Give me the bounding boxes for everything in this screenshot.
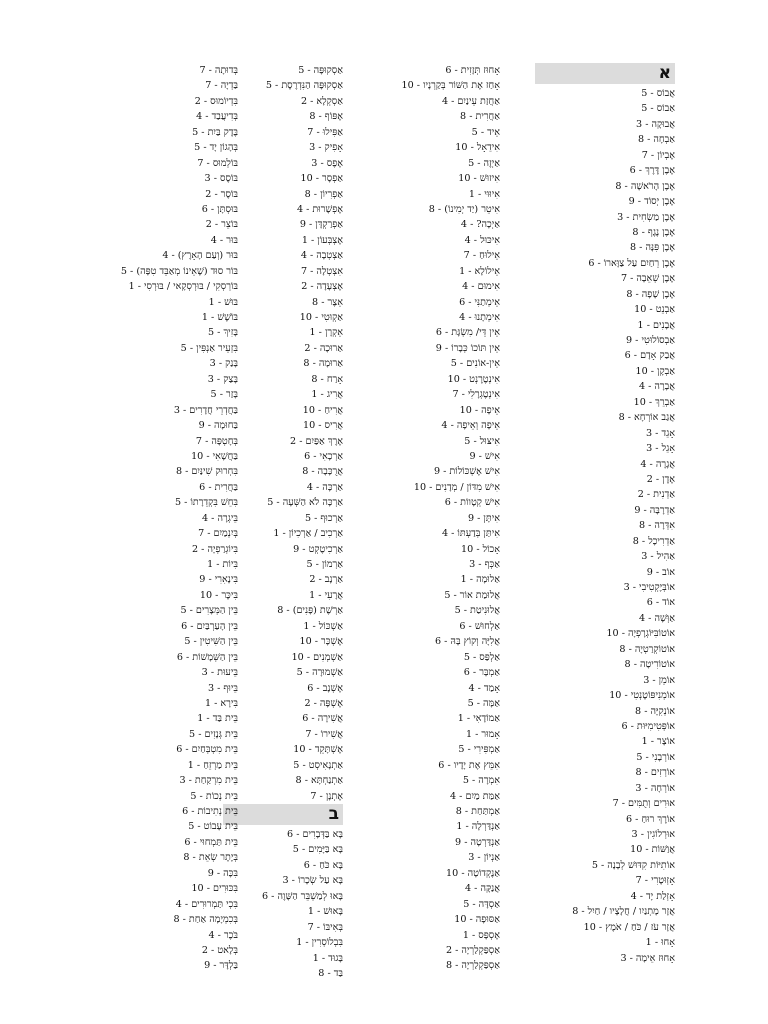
list-item: אַסּוּפָה - 10 [454, 914, 500, 926]
list-item: אוֹצָר - 1 [641, 736, 675, 748]
list-item: אַשְׁכּוֹל - 1 [303, 620, 343, 632]
list-item: אוֹרְחָה - 3 [635, 782, 675, 794]
list-item: בּוֹשֶׁשׁ - 1 [201, 312, 238, 323]
list-item: בִּכָּה - 9 [207, 867, 238, 879]
list-item: בָּאוּשׁ - 1 [307, 906, 343, 918]
list-item: אַמָּה - 5 [467, 697, 500, 709]
list-item: בִּיכֶּר - 10 [199, 589, 238, 601]
list-item: אַחֲרִית - 8 [460, 111, 500, 123]
list-item: אֶשְׁכָּר - 10 [299, 636, 343, 648]
list-item: אוֹנְקִיָּה - 8 [635, 705, 675, 717]
list-item: בֵּית גְּנָזִים - 5 [189, 728, 238, 740]
list-item: בֹּכֶר - 4 [208, 929, 238, 941]
list-item: אֲזָר מָתְנַיִו / חֲלָצָיו / חַיִל - 8 [572, 906, 675, 918]
list-item: אַלוּמָה - 1 [460, 574, 500, 586]
list-item: אֲבַק אָדָם - 6 [624, 350, 675, 362]
list-item: בֵּית מַרְזֵחַ - 1 [187, 759, 238, 771]
list-item: אַסְפַּקְלַרְיָה - 2 [445, 944, 500, 956]
list-item: אַנְיוֹן - 3 [468, 852, 500, 864]
list-item: בְּאִיבּוֹ - 7 [307, 921, 343, 933]
list-item: אֲלִיָּה וְקוֹץ בָּהּ - 6 [434, 636, 500, 648]
list-item: אַמְבָּר - 6 [463, 667, 500, 679]
list-item: בֵּית נְכוֹת - 5 [190, 790, 238, 802]
list-item: אַדְרִיכָל - 8 [632, 535, 675, 547]
list-item: אֶבֶן רֵחַיִם עַל צַוָּארוֹ - 6 [588, 257, 675, 269]
list-item: אוֹרְבָנִי - 5 [636, 751, 675, 763]
list-item: בּוֹסֶס - 3 [204, 173, 238, 185]
list-item: אֶבֶן דֶּרֶךְ - 6 [629, 165, 675, 177]
list-item: בָּנַק - 3 [209, 358, 238, 370]
list-item: אַדְנִית - 2 [637, 489, 675, 501]
list-item: אֲזָר עֹז / כֹּחַ / אֹמֶץ - 10 [583, 921, 675, 933]
list-item: אוֹמֵן - 3 [643, 674, 675, 686]
list-item: אָמַד - 4 [468, 682, 500, 694]
list-item: אֲבוֹס - 5 [641, 88, 675, 99]
list-item: אֶתְנָן - 7 [310, 790, 343, 802]
list-item: בְּהָגוֹן יָד - 5 [194, 142, 238, 154]
list-item: אִיוּוּי - 1 [468, 188, 500, 200]
list-item: בּוֹסֶר - 2 [205, 188, 238, 200]
list-item: בְּכִמְיָמָה אַחַת - 8 [173, 914, 238, 926]
column-3 [223, 63, 343, 981]
list-item: בּוּסְתָּן - 6 [201, 203, 238, 215]
list-item: בָּאוּ לְמַשְׁבֵּר הַשָּׁוֶה - 6 [262, 890, 343, 902]
list-item: אֲגָרָה - 4 [640, 458, 675, 470]
list-item: אַרְמוֹן - 5 [306, 559, 343, 570]
list-item: אַרוּמָה - 8 [303, 358, 343, 370]
list-item: אֶבֶן שְׁאֵבָה - 7 [620, 273, 675, 285]
list-item: אַמְפִּירִי - 5 [458, 744, 500, 756]
list-item: אַפִּילוּ - 7 [307, 126, 343, 138]
list-item: אָפִיק - 3 [309, 142, 343, 154]
list-item: אַמַּת מַיִם - 4 [450, 790, 500, 802]
list-item: אַסְקוּפָּה - 5 [298, 65, 343, 76]
list-item: אַבְסוֹלוּטִי - 9 [626, 335, 675, 346]
list-item: אִינְטֶרֶנְט - 10 [447, 373, 500, 385]
list-item: אֵצֶר - 8 [312, 296, 343, 308]
list-item: אַשְׁמְנִים - 10 [291, 651, 343, 663]
list-item: בָּצַק - 3 [207, 373, 238, 385]
list-item: אוּרְלוֹגִין - 3 [631, 829, 675, 840]
list-item: בֶּדֶק בַּיִת - 5 [192, 126, 238, 138]
list-item: אֶבְיוֹן - 7 [641, 149, 675, 161]
list-item: אִישׁ מִדּוֹן / מְדָנִים - 10 [413, 481, 500, 493]
list-item: אִמֵּץ אֶת יָדָיו - 6 [438, 759, 500, 771]
list-item: אַפְרִיוֹן - 8 [304, 188, 343, 200]
list-item: אֲלוּמַת אוֹר - 5 [444, 589, 500, 601]
list-item: בִּחֵשׁ בִּקְדֵרָתוֹ - 5 [175, 497, 238, 509]
list-item: אֵימְתַנִּי - 6 [459, 296, 500, 308]
list-item: בֵּית מִרְקַחַת - 3 [179, 775, 238, 787]
list-item: בָּא בַּדְּבָרִים - 6 [287, 829, 343, 840]
list-item: אֶצְבְּעוֹן - 1 [301, 234, 343, 246]
list-item: אִיתַּן בְּדַעְתּוֹ - 4 [441, 528, 500, 540]
list-item: בּוּר - 4 [210, 234, 238, 246]
list-item: בֵּית בַּד - 1 [197, 713, 238, 725]
list-item: אַבְחָה - 8 [637, 134, 675, 146]
list-item: אִישׁ - 9 [469, 450, 500, 462]
list-item: אַקְוּטִי - 10 [299, 312, 343, 323]
list-item: אוֹטוֹקְרַטְיָה - 8 [619, 643, 675, 655]
list-item: אִימוּם - 4 [462, 281, 500, 293]
list-item: בְּחָטְפָּה - 7 [195, 435, 238, 447]
list-item: בַּחוּמָה - 9 [198, 420, 238, 432]
list-item: אַרְכוּף - 5 [304, 512, 343, 524]
list-item: בָּזַר - 5 [210, 389, 238, 401]
list-item: אִצְטְלָה - 7 [300, 265, 343, 277]
list-item: אָחוּז תְּזָזִית - 6 [445, 65, 500, 76]
list-item: בְּדוּתָה - 7 [199, 65, 238, 76]
list-item: אַהִיל - 3 [641, 551, 675, 563]
list-item: בּוֹלְמוּס - 7 [197, 157, 238, 169]
list-item: אֶבֶן הָרֹאשָׁה - 8 [615, 180, 675, 192]
list-item: בָּא בַּיָּמִים - 5 [292, 844, 343, 856]
list-item: אוֹפְּטִימִיּוּת - 6 [621, 720, 675, 732]
list-item: אַבוֹס - 5 [641, 103, 675, 115]
list-item: אוֹמְנִיפּוֹטֶנְטִי - 10 [609, 690, 675, 702]
list-item: אִיטֵר (יַד יְמִינוֹ) - 8 [428, 203, 500, 215]
list-item: אֶסְפָּס - 1 [462, 929, 500, 941]
list-item: אוּרִים וְתֻמִּים - 7 [612, 798, 675, 810]
list-item: אָחוּז אֵימָה - 3 [620, 952, 675, 964]
list-item: אִדְּרָה - 8 [638, 520, 675, 532]
list-item: בֵּין הַשִּׁיטִין - 5 [184, 636, 238, 648]
column-4 [88, 63, 238, 974]
list-item: אֵיד - 5 [471, 126, 500, 138]
list-item: אוֹד - 6 [646, 597, 675, 609]
list-item: אֶבֶן שָׁפָה - 8 [626, 288, 675, 300]
list-item: אֶשְׁתָּקֵד - 10 [293, 744, 343, 756]
list-item: אַסְקוּפָּה הַנִּדְרֶסֶת - 5 [265, 80, 343, 92]
list-item: אַסְדָּה - 5 [463, 898, 500, 910]
list-item: אַבְרֵךְ - 10 [633, 396, 675, 408]
list-item: אֶפְשָׁרוּת - 4 [296, 203, 343, 215]
list-item: אֵין-אוֹנִים - 5 [450, 358, 500, 370]
list-item: אִיצּוּל - 5 [464, 435, 500, 447]
list-item: בְּיִנְמַיִם - 7 [198, 528, 238, 540]
list-item: בִּינָאִרִי - 9 [199, 574, 238, 586]
list-item: אֶפֶס - 3 [311, 157, 343, 169]
list-item: אוֹטוֹבִּיּוֹגְרָפְיָה - 10 [606, 628, 675, 640]
list-item: אֲבָרָה - 4 [638, 381, 675, 393]
list-item: אֲרִיחַ - 10 [302, 404, 343, 416]
list-item: אַסְפַּקְלַרְיָה - 8 [445, 960, 500, 972]
list-item: אֶשְׁפָּה - 2 [304, 697, 343, 709]
list-item: בִּבְלוֹסְרִין - 1 [296, 937, 343, 949]
list-item: אָגֵד - 3 [646, 427, 675, 439]
list-item: בְּלָאט - 2 [201, 944, 238, 956]
list-item: אֵיפָה וְאֵיפָה - 4 [441, 420, 500, 432]
list-item: אִיכּוּל - 4 [464, 234, 500, 246]
list-item: אַתְנָאִיסְט - 5 [293, 759, 343, 771]
list-item: אֲשִׁירָה - 6 [302, 713, 343, 725]
list-item: אַרְכָּה לֹא הַשְּׁעָה - 5 [267, 497, 343, 509]
list-item: אַנֶקְדוֹטָה - 10 [446, 867, 500, 879]
list-item: אֲרִיס - 10 [302, 420, 343, 432]
list-item: אֲוַשּׁוֹת - 10 [630, 844, 675, 856]
list-item: בִּדְיוֹמוּס - 2 [194, 95, 238, 107]
list-item: אַבְקָן - 10 [635, 365, 675, 377]
list-item: אֶבֶן נֶגֶף - 8 [632, 226, 675, 238]
list-item: אַכְּף - 3 [469, 559, 500, 570]
list-item: אֵילוֹלָא - 1 [459, 265, 500, 277]
list-item: אַסְקְלָא - 2 [300, 95, 343, 107]
list-item: אַרְכִיב / אַרְכִיוֹן - 1 [273, 528, 343, 540]
list-item: אֲנַקָּה - 4 [465, 883, 500, 895]
list-item: אִמְרָה - 5 [462, 775, 500, 787]
list-item: בֵּיוּף - 3 [207, 682, 238, 694]
list-item: אַפְסָר - 10 [300, 173, 343, 185]
list-item: אַוְּשָׁה - 4 [639, 612, 675, 624]
list-item: אֲרָעִי - 1 [309, 589, 343, 601]
list-item: בִּכּוּרִים - 10 [191, 883, 238, 895]
list-item: אֲלוּנִיטַת - 5 [454, 605, 500, 617]
list-item: בַּלְדָּר - 9 [204, 960, 238, 972]
list-item: בֵּיעוּת - 3 [201, 667, 238, 679]
list-item: אַרְכָאִי - 6 [304, 450, 343, 462]
list-item: אָרַח - 8 [311, 373, 343, 385]
list-item: אַרְנָב - 2 [309, 574, 343, 586]
list-item: בָּזִיךְ - 5 [208, 327, 238, 339]
list-item: בַּחֲשָׁאִי - 10 [191, 450, 238, 462]
list-item: אִיתָּן - 9 [467, 512, 500, 524]
section-header: ב [223, 804, 343, 825]
section-header: א [535, 63, 675, 84]
list-item: אוֹתִיּוֹת קִדּוּשׁ לְבָנָה - 5 [591, 859, 675, 871]
list-item: אֵין תּוֹכוֹ כְּבָרוֹ - 9 [435, 342, 500, 354]
list-item: אֲבוּקָה - 3 [636, 118, 675, 130]
list-item: אַנְדַּרְטָה - 9 [455, 836, 500, 848]
list-item: אֲגַב אוֹרְחָא - 8 [618, 412, 675, 424]
list-item: בַּחֲרִית - 6 [199, 481, 238, 493]
list-item: בָּא כֹּחַ - 6 [303, 859, 343, 871]
list-item: בּוֹר סוּד (שֶׁאֵינוֹ מְאַבֵּד טִפָּה) - 5 [120, 265, 238, 277]
list-item: בֵּית נְתִיבוֹת - 6 [182, 806, 238, 817]
list-item: אַפְרַקְדָּן - 9 [299, 219, 343, 231]
list-item: אִיזוּשׁ - 10 [458, 173, 500, 185]
list-item: בֵּין הַמְּצָרִים - 5 [180, 605, 238, 617]
list-item: אָחוּ - 1 [645, 937, 675, 949]
list-item: אֲרֻכָּבָה - 8 [302, 466, 343, 478]
list-item: אֵין דֵּי/ מִשְׂגָּת - 6 [435, 327, 500, 339]
list-item: אֶפּוֹף - 8 [309, 111, 343, 123]
list-item: בֵּין הָעַרְבַּיִם - 6 [181, 620, 238, 632]
list-item: אַיְזֶה - 5 [468, 157, 500, 169]
list-item: אַיְכָה? - 4 [460, 219, 500, 231]
list-item: אִישׁ אֶשְׁכּוֹלוֹת - 9 [433, 466, 500, 478]
list-item: בּוֹצֵר - 2 [205, 219, 238, 231]
list-item: בְּדִיעֲבַד - 4 [196, 111, 238, 123]
list-item: אַתְנַחְתָּא - 8 [295, 775, 343, 787]
list-item: בֵּין הַשְּׁמָשׁוֹת - 6 [176, 651, 238, 663]
list-item: אֶרֶךְ אַפַּיִם - 2 [290, 435, 343, 447]
list-item: אֲשִׁירוֹ - 7 [305, 728, 343, 740]
list-item: אַצְטְבָה - 4 [300, 250, 343, 262]
list-item: בִּירָא - 1 [204, 697, 238, 709]
list-item: אֵיפָה - 10 [459, 404, 500, 416]
list-item: בִּיוֹגְרַפְיָה - 2 [192, 543, 238, 555]
list-item: אֲרִיג - 1 [311, 389, 343, 401]
list-item: אַלְחוּשׁ - 6 [459, 620, 500, 632]
list-item: אַלְפַּס - 5 [463, 651, 500, 663]
list-item: אִינְטֶגְרָלִי - 7 [452, 389, 500, 401]
list-item: אֶשְׁנָב - 6 [307, 682, 343, 694]
list-item: אָזְלַת יָד - 4 [630, 890, 675, 902]
list-item: אַרְכִיטֶקְט - 9 [293, 543, 343, 555]
list-item: בֵּית מִטְבְּחַיִם - 6 [176, 744, 238, 756]
list-item: אוֹרֶךְ רוּחַ - 6 [626, 813, 675, 825]
list-item: אֶבֶן פִּנָּה - 8 [630, 242, 675, 254]
list-item: אַרוּכָה - 2 [304, 342, 343, 354]
list-item: אַרְשֶׁת (פָּנִים) - 8 [277, 605, 343, 617]
list-item: אָגֵל - 3 [646, 443, 675, 455]
list-item: בָּגוּד - 1 [312, 952, 343, 964]
list-item: בִּזְעֵיר אַנְפִּין - 5 [180, 342, 238, 354]
list-item: בַּד - 8 [318, 967, 343, 979]
list-item: בִּיוֹת - 1 [207, 559, 238, 570]
list-item: אַנְדַּרְלָה - 1 [456, 821, 500, 833]
list-item: אַבְנֵט - 10 [634, 304, 675, 316]
list-item: אָכוֹל - 10 [461, 543, 500, 555]
list-item: בִּחְרוּק שִׁינַּיִם - 8 [175, 466, 238, 478]
list-item: אִידֵאָל - 10 [455, 142, 500, 154]
list-item: אֶבֶן יְסוֹד - 9 [628, 196, 675, 208]
list-item: אוֹבְּיֶקְטִיבִי - 3 [623, 582, 675, 593]
list-item: אֶבֶן מַשְׂחִית - 3 [617, 211, 675, 223]
list-item: אַמְתַּחַת - 8 [455, 806, 500, 817]
list-item: אוֹב - 9 [646, 566, 675, 578]
list-item: בָּא עַל שְׂכָרוֹ - 3 [282, 875, 343, 887]
list-item: אַחֲזַת עֵינַיִם - 4 [441, 95, 500, 107]
list-item: אָחַז אֶת הַשּׁוֹר בְּקַרְנָיו - 10 [401, 80, 500, 92]
list-item: אִימְתָנוּ - 4 [459, 312, 500, 323]
list-item: אֲבָנִים - 1 [637, 319, 675, 331]
list-item: אוֹרְזִים - 8 [635, 767, 675, 779]
list-item: בְּיֶתֶר שְׂאֵת - 8 [183, 852, 238, 864]
column-1 [535, 63, 675, 966]
list-item: בּוּשׁ - 1 [208, 296, 238, 308]
list-item: אֵילוּחַ - 7 [463, 250, 500, 262]
list-item: אַשְׁמוּרָה - 5 [296, 667, 343, 679]
list-item: אֶצְעָדָה - 2 [301, 281, 343, 293]
list-item: אַרְכָּה - 4 [306, 481, 343, 493]
list-item: בֵּית עָבוֹט - 5 [188, 821, 238, 833]
list-item: אוֹטוֹרִיטָה - 8 [624, 659, 675, 671]
list-item: בֵּיגְרָה - 4 [202, 512, 238, 524]
list-item: בֵּית תַּמְחוּי - 6 [184, 836, 238, 848]
list-item: אָזְוּטֶרִי - 7 [635, 875, 675, 887]
list-item: בַּדְיָה - 7 [205, 80, 238, 92]
list-item: אִישׁ קְטָווֹת - 6 [444, 497, 500, 509]
list-item: אֶדֶן - 2 [646, 473, 675, 485]
list-item: בּוּר (וְעַם הָאָרֶץ) - 4 [162, 250, 238, 262]
list-item: בּוֹרְסְקִי / בּוּרְסְקָאי / בּוּרְסִי - 1 [128, 281, 238, 293]
list-item: אֵקְרָן - 1 [309, 327, 343, 339]
list-item: אָמוּר - 1 [465, 728, 500, 740]
list-item: בִּכְי תַּמְרוּרִים - 4 [175, 898, 238, 910]
list-item: בַּחֲדְרֵי חֲדָרִים - 3 [173, 404, 238, 416]
list-item: אַדְרָבָּה - 9 [634, 504, 675, 516]
list-item: אַמוֹדָאִי - 1 [457, 713, 500, 725]
